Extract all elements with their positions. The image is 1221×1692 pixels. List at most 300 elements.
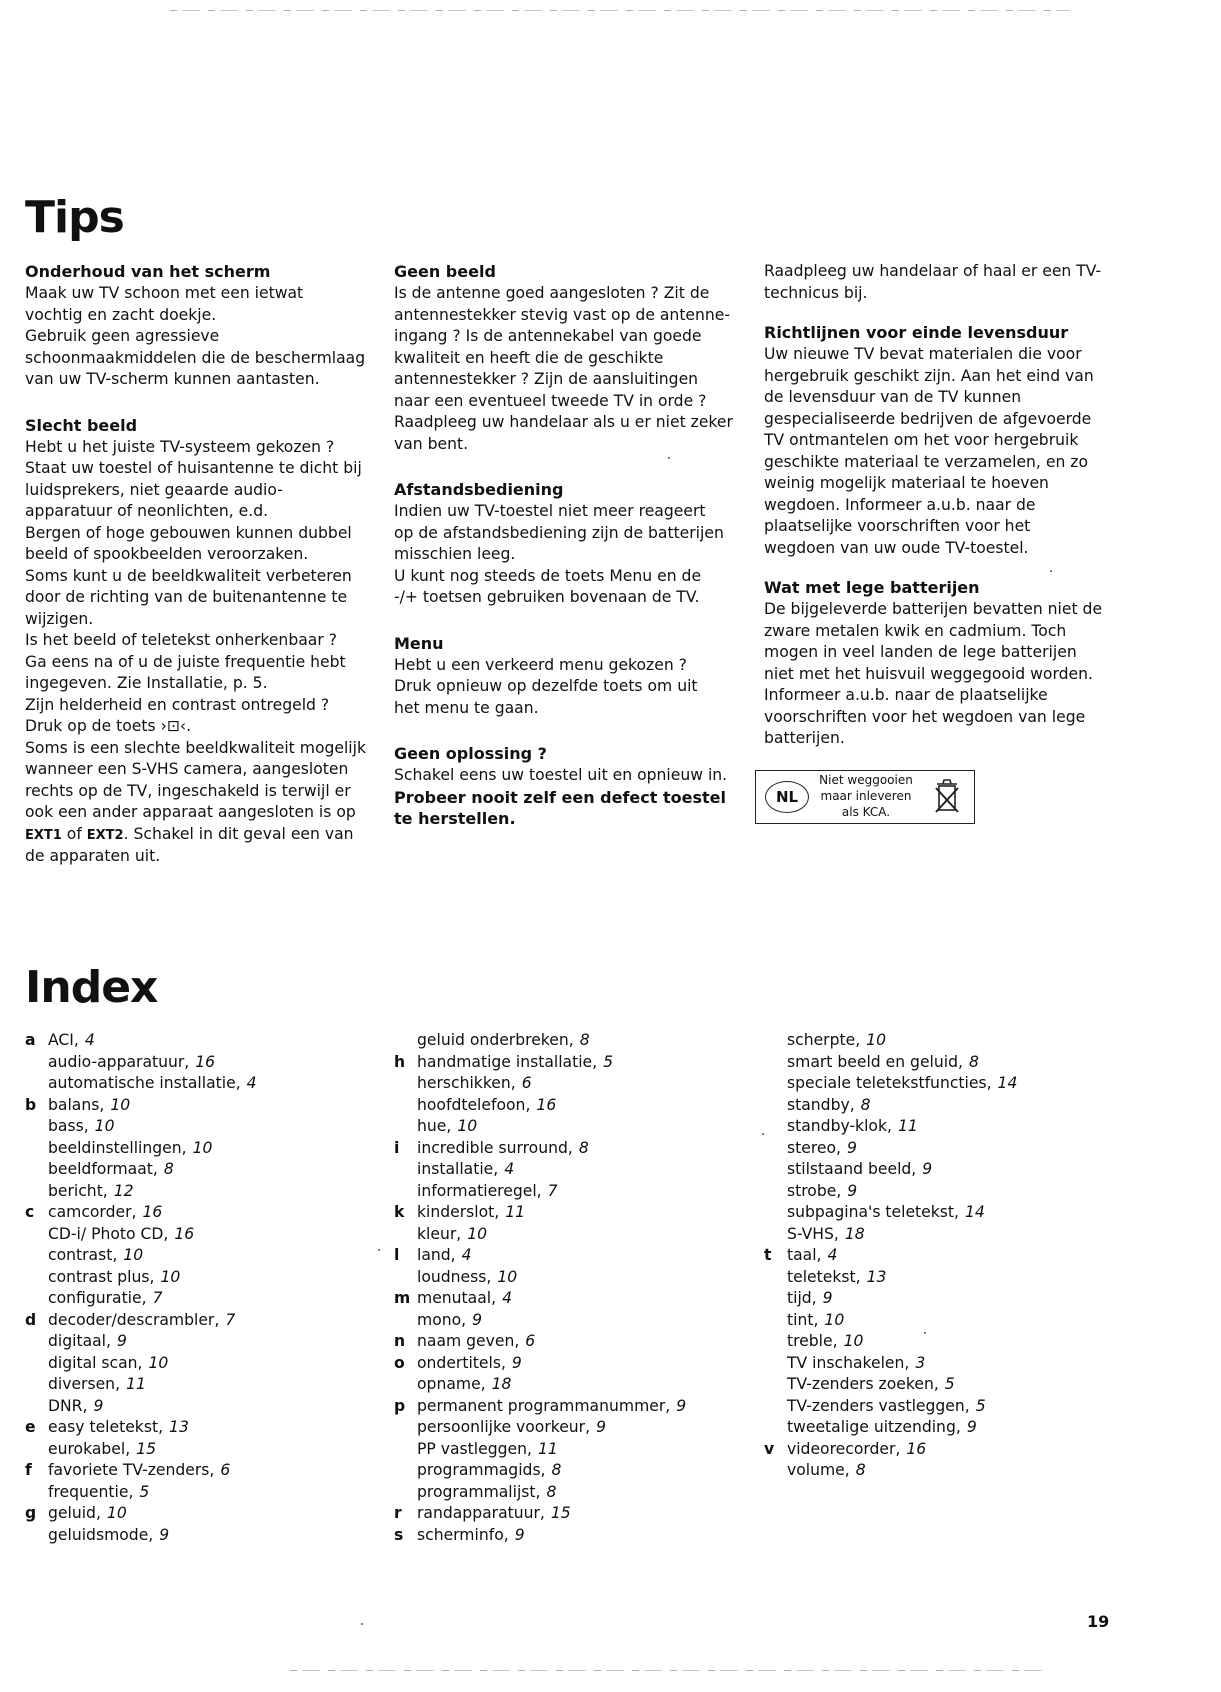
index-term: permanent programmanummer, xyxy=(417,1396,671,1415)
index-term: diversen, xyxy=(48,1375,121,1393)
index-entry xyxy=(764,1331,1017,1353)
index-page: 11 xyxy=(897,1117,918,1135)
index-entry xyxy=(394,1417,686,1439)
index-letter xyxy=(25,1116,48,1138)
index-page: 4 xyxy=(827,1246,838,1264)
index-term: ondertitels, xyxy=(417,1353,506,1372)
index-term: configuratie, xyxy=(48,1289,147,1307)
index-page: 4 xyxy=(246,1074,257,1092)
index-letter: h xyxy=(394,1052,406,1071)
index-term: videorecorder, xyxy=(787,1439,901,1458)
ext2-label: EXT2 xyxy=(86,827,124,843)
index-term: TV-zenders zoeken, xyxy=(787,1375,939,1393)
index-entry xyxy=(25,1245,257,1267)
index-letter xyxy=(764,1202,787,1224)
index-letter xyxy=(764,1052,787,1074)
index-column-1 xyxy=(25,1030,257,1546)
index-letter xyxy=(764,1396,787,1418)
index-page: 6 xyxy=(525,1332,536,1350)
index-entry xyxy=(764,1095,1017,1117)
index-page: 15 xyxy=(136,1439,157,1458)
index-page: 6 xyxy=(220,1461,231,1479)
index-letter: l xyxy=(394,1246,400,1264)
index-entry xyxy=(25,1116,257,1138)
index-entry xyxy=(764,1439,1017,1461)
index-entry xyxy=(25,1525,257,1547)
index-entry xyxy=(25,1353,257,1375)
index-term: randapparatuur, xyxy=(417,1504,545,1522)
index-page: 10 xyxy=(497,1267,518,1286)
text-run: . Schakel in dit geval een van de apparaten uit. xyxy=(25,824,354,865)
index-term: geluid, xyxy=(48,1504,101,1522)
index-term: tijd, xyxy=(787,1289,817,1307)
section-text xyxy=(25,437,385,868)
index-entry xyxy=(394,1310,686,1332)
index-letter xyxy=(394,1073,417,1095)
section-heading: Slecht beeld xyxy=(25,415,138,435)
index-page: 16 xyxy=(906,1439,927,1458)
index-entry xyxy=(25,1052,257,1074)
index-page: 10 xyxy=(467,1224,488,1243)
index-page: 7 xyxy=(547,1181,558,1200)
index-entry xyxy=(394,1331,686,1353)
index-entry xyxy=(764,1224,1017,1246)
index-term: S-VHS, xyxy=(787,1224,839,1243)
index-letter xyxy=(394,1030,417,1052)
index-term: informatieregel, xyxy=(417,1181,542,1200)
index-term: kinderslot, xyxy=(417,1203,500,1221)
index-page: 8 xyxy=(968,1052,979,1071)
index-entry xyxy=(764,1353,1017,1375)
section-text: Uw nieuwe TV bevat materialen die voor hergebruik geschikt zijn. Aan het eind van de levensduur van de TV kunnen gespecialiseerde bedrijven de afgevoerde TV ontmantelen om het voor hergebruik geschikte materiaal te verzamelen, en zo weinig mogelijk materiaal te hoeven wegdoen. Informeer a.u.b. naar de plaatselijke voorschriften voor het wegdoen van uw oude TV-toestel. xyxy=(764,345,1094,557)
index-term: digitaal, xyxy=(48,1332,111,1350)
index-entry xyxy=(394,1245,686,1267)
index-entry xyxy=(764,1159,1017,1181)
index-entry xyxy=(764,1245,1017,1267)
section-text: Hebt u een verkeerd menu gekozen ? Druk opnieuw op dezelfde toets om uit het menu te gaan. xyxy=(394,655,698,717)
index-letter xyxy=(25,1525,48,1547)
disposal-line: als KCA. xyxy=(841,805,891,819)
index-page: 9 xyxy=(514,1525,525,1544)
index-entry xyxy=(764,1073,1017,1095)
index-entry xyxy=(25,1267,257,1289)
index-entry xyxy=(394,1138,686,1160)
index-entry xyxy=(764,1310,1017,1332)
index-letter: v xyxy=(764,1439,775,1458)
index-letter xyxy=(25,1396,48,1418)
index-page: 16 xyxy=(195,1052,216,1071)
index-term: TV inschakelen, xyxy=(787,1353,910,1372)
section-text: Schakel eens uw toestel uit en opnieuw in. xyxy=(394,766,728,784)
tips-column-2 xyxy=(394,261,744,830)
index-term: TV-zenders vastleggen, xyxy=(787,1396,970,1415)
index-entry xyxy=(25,1374,257,1396)
index-page: 10 xyxy=(148,1353,169,1372)
index-page: 10 xyxy=(192,1138,213,1157)
index-letter xyxy=(764,1095,787,1117)
index-letter xyxy=(25,1073,48,1095)
index-term: land, xyxy=(417,1246,456,1264)
index-term: digital scan, xyxy=(48,1353,143,1372)
index-page: 8 xyxy=(855,1461,866,1479)
index-letter: a xyxy=(25,1031,36,1049)
index-term: tint, xyxy=(787,1310,819,1329)
disposal-line: maar inleveren xyxy=(820,789,912,803)
index-page: 16 xyxy=(174,1224,195,1243)
text-run: of xyxy=(61,824,87,843)
index-term: camcorder, xyxy=(48,1203,137,1221)
index-page: 5 xyxy=(975,1396,986,1415)
index-page: 8 xyxy=(546,1482,557,1501)
section-text: Maak uw TV schoon met een ietwat vochtig en zacht doekje. Gebruik geen agressieve schoonmaakmiddelen die de beschermlaag van uw TV-scherm kunnen aantasten. xyxy=(25,284,366,388)
index-letter xyxy=(25,1439,48,1461)
index-term: automatische installatie, xyxy=(48,1074,241,1092)
index-page: 8 xyxy=(578,1138,589,1157)
index-entry xyxy=(394,1267,686,1289)
index-letter xyxy=(25,1267,48,1289)
scan-artifact-top xyxy=(170,10,1070,11)
index-entry xyxy=(394,1460,686,1482)
index-page: 10 xyxy=(824,1310,845,1329)
index-term: programmalijst, xyxy=(417,1482,541,1501)
index-entry xyxy=(25,1159,257,1181)
index-page: 9 xyxy=(822,1289,833,1307)
index-entry xyxy=(764,1288,1017,1310)
index-page: 5 xyxy=(944,1375,955,1393)
tips-title: Tips xyxy=(25,192,124,243)
index-letter xyxy=(25,1288,48,1310)
index-entry xyxy=(394,1288,686,1310)
index-term: programmagids, xyxy=(417,1461,546,1479)
index-term: hoofdtelefoon, xyxy=(417,1095,531,1114)
index-entry xyxy=(394,1052,686,1074)
index-letter xyxy=(25,1245,48,1267)
index-entry xyxy=(764,1460,1017,1482)
index-term: teletekst, xyxy=(787,1267,861,1286)
section-heading: Wat met lege batterijen xyxy=(764,578,980,597)
index-term: hue, xyxy=(417,1117,452,1135)
index-letter xyxy=(394,1116,417,1138)
index-letter: i xyxy=(394,1138,400,1157)
index-entry xyxy=(394,1439,686,1461)
index-page: 9 xyxy=(596,1418,606,1436)
index-term: loudness, xyxy=(417,1267,492,1286)
index-term: installatie, xyxy=(417,1160,499,1178)
ext1-label: EXT1 xyxy=(25,827,62,843)
index-term: CD-i/ Photo CD, xyxy=(48,1224,169,1243)
index-letter: s xyxy=(394,1525,404,1544)
index-term: beeldinstellingen, xyxy=(48,1138,187,1157)
index-term: eurokabel, xyxy=(48,1439,131,1458)
index-letter xyxy=(764,1224,787,1246)
index-letter xyxy=(394,1460,417,1482)
index-letter xyxy=(764,1460,787,1482)
index-page: 10 xyxy=(94,1117,115,1135)
index-page: 4 xyxy=(461,1246,472,1264)
index-page: 9 xyxy=(472,1310,483,1329)
index-term: frequentie, xyxy=(48,1482,134,1501)
index-page: 4 xyxy=(504,1160,515,1178)
index-entry xyxy=(25,1181,257,1203)
index-term: geluidsmode, xyxy=(48,1525,154,1544)
index-entry xyxy=(764,1417,1017,1439)
index-entry xyxy=(394,1224,686,1246)
index-page: 13 xyxy=(169,1418,189,1436)
index-page: 10 xyxy=(160,1267,181,1286)
index-entry xyxy=(394,1374,686,1396)
index-page: 8 xyxy=(579,1031,590,1049)
index-page: 18 xyxy=(491,1375,512,1393)
section-heading: Richtlijnen voor einde levensduur xyxy=(764,323,1069,342)
index-entry xyxy=(25,1417,257,1439)
scan-artifact-bottom xyxy=(290,1670,1050,1671)
index-letter xyxy=(25,1138,48,1160)
tips-column-3 xyxy=(764,261,1124,750)
index-page: 16 xyxy=(142,1203,163,1221)
index-entry xyxy=(25,1503,257,1525)
index-page: 4 xyxy=(84,1031,95,1049)
index-entry xyxy=(394,1525,686,1547)
index-entry xyxy=(394,1353,686,1375)
index-term: scherminfo, xyxy=(417,1525,509,1544)
index-page: 10 xyxy=(866,1031,886,1049)
disposal-line: Niet weggooien xyxy=(819,773,913,787)
index-term: stilstaand beeld, xyxy=(787,1160,917,1178)
index-letter xyxy=(394,1417,417,1439)
index-term: volume, xyxy=(787,1461,850,1479)
index-term: standby-klok, xyxy=(787,1117,892,1135)
index-entry xyxy=(394,1159,686,1181)
index-term: bericht, xyxy=(48,1181,108,1200)
index-letter: n xyxy=(394,1332,406,1350)
disposal-text xyxy=(816,772,916,820)
section-heading: Menu xyxy=(394,633,444,653)
index-letter xyxy=(394,1482,417,1504)
index-letter xyxy=(764,1417,787,1439)
index-letter xyxy=(25,1181,48,1203)
index-page: 3 xyxy=(915,1353,926,1372)
crossed-bin-icon xyxy=(934,778,960,816)
index-page: 9 xyxy=(847,1181,858,1200)
index-letter xyxy=(764,1138,787,1160)
index-page: 5 xyxy=(603,1052,614,1071)
index-letter xyxy=(25,1482,48,1504)
index-entry xyxy=(764,1116,1017,1138)
index-term: favoriete TV-zenders, xyxy=(48,1461,215,1479)
index-term: handmatige installatie, xyxy=(417,1052,598,1071)
index-page: 10 xyxy=(106,1504,127,1522)
index-page: 8 xyxy=(163,1160,174,1178)
index-letter: d xyxy=(25,1310,37,1329)
index-term: incredible surround, xyxy=(417,1138,573,1157)
index-term: strobe, xyxy=(787,1181,842,1200)
index-term: bass, xyxy=(48,1117,89,1135)
index-letter xyxy=(394,1439,417,1461)
index-entry xyxy=(394,1030,686,1052)
index-term: treble, xyxy=(787,1332,838,1350)
index-term: DNR, xyxy=(48,1396,88,1415)
text-run: Hebt u het juiste TV-systeem gekozen ? Staat uw toestel of huisantenne te dicht bij luidsprekers, niet geaarde audio- apparatuur of neonlichten, e.d. Bergen of hoge gebouwen kunnen dubbel beeld of spookbeelden veroorzaken. Soms kunt u de beeldkwaliteit verbeteren door de richting van de buitenantenne te wijzigen. Is het beeld of teletekst onherkenbaar ? Ga eens na of u de juiste frequentie hebt ingegeven. Zie Installatie, p. 5. Zijn helderheid en contrast ontregeld ? Druk op de toets ›⊡‹. Soms is een slechte beeldkwaliteit mogelijk wanneer een S-VHS camera, aangesloten rechts op de TV, ingeschakeld is terwijl er ook een ander apparaat aangesloten is op xyxy=(25,437,367,821)
index-page: 6 xyxy=(521,1074,532,1092)
index-term: easy teletekst, xyxy=(48,1418,164,1436)
index-entry xyxy=(25,1030,257,1052)
index-letter xyxy=(764,1310,787,1332)
index-entry xyxy=(25,1460,257,1482)
index-page: 8 xyxy=(860,1095,871,1114)
index-entry xyxy=(25,1202,257,1224)
index-page: 18 xyxy=(844,1224,865,1243)
index-entry xyxy=(764,1202,1017,1224)
section-heading: Afstandsbediening xyxy=(394,480,564,499)
index-page: 4 xyxy=(502,1289,512,1307)
index-term: geluid onderbreken, xyxy=(417,1031,574,1049)
index-term: ACI, xyxy=(48,1031,79,1049)
index-page: 5 xyxy=(139,1482,150,1501)
index-letter xyxy=(764,1116,787,1138)
index-letter: g xyxy=(25,1504,37,1522)
section-text: Is de antenne goed aangesloten ? Zit de antennestekker stevig vast op de antenne- ingang ? Is de antennekabel van goede kwaliteit en heeft die de geschikte antennestekker ? Zijn de aansluitingen naar een eventueel tweede TV in orde ? Raadpleeg uw handelaar als u er niet zeker van bent. xyxy=(394,284,733,453)
index-page: 15 xyxy=(550,1504,571,1522)
index-entry xyxy=(25,1396,257,1418)
index-letter: e xyxy=(25,1418,36,1436)
battery-disposal-notice xyxy=(755,770,975,824)
scan-speck xyxy=(378,1249,380,1251)
index-letter: o xyxy=(394,1353,405,1372)
index-page: 12 xyxy=(113,1181,134,1200)
section-heading: Geen beeld xyxy=(394,262,496,281)
index-page: 13 xyxy=(866,1267,887,1286)
index-term: opname, xyxy=(417,1375,486,1393)
index-term: decoder/descrambler, xyxy=(48,1310,220,1329)
index-page: 16 xyxy=(536,1095,557,1114)
index-letter: p xyxy=(394,1396,406,1415)
index-entry xyxy=(394,1202,686,1224)
index-entry xyxy=(25,1310,257,1332)
index-term: speciale teletekstfuncties, xyxy=(787,1074,992,1092)
index-term: tweetalige uitzending, xyxy=(787,1418,961,1436)
index-letter xyxy=(394,1159,417,1181)
index-entry xyxy=(394,1116,686,1138)
index-page: 10 xyxy=(110,1095,131,1114)
index-letter xyxy=(25,1353,48,1375)
index-term: smart beeld en geluid, xyxy=(787,1052,963,1071)
index-term: scherpte, xyxy=(787,1031,861,1049)
index-term: balans, xyxy=(48,1095,105,1114)
index-page: 8 xyxy=(551,1461,562,1479)
tips-column-1 xyxy=(25,261,385,868)
index-entry xyxy=(25,1095,257,1117)
index-page: 14 xyxy=(964,1203,985,1221)
index-page: 11 xyxy=(537,1439,558,1458)
index-term: contrast plus, xyxy=(48,1267,155,1286)
index-letter: k xyxy=(394,1203,405,1221)
index-letter: c xyxy=(25,1203,35,1221)
index-entry xyxy=(25,1073,257,1095)
index-entry xyxy=(764,1030,1017,1052)
warning-text: Probeer nooit zelf een defect toestel te herstellen. xyxy=(394,787,726,828)
index-term: beeldformaat, xyxy=(48,1160,158,1178)
index-entry xyxy=(394,1073,686,1095)
index-page: 9 xyxy=(847,1138,857,1157)
index-letter xyxy=(25,1374,48,1396)
index-term: herschikken, xyxy=(417,1074,516,1092)
index-term: kleur, xyxy=(417,1224,462,1243)
index-entry xyxy=(764,1267,1017,1289)
index-page: 11 xyxy=(126,1375,146,1393)
index-column-3 xyxy=(764,1030,1017,1482)
index-entry xyxy=(764,1374,1017,1396)
index-letter xyxy=(764,1030,787,1052)
index-page: 9 xyxy=(676,1396,687,1415)
index-term: standby, xyxy=(787,1095,855,1114)
index-letter xyxy=(764,1331,787,1353)
index-letter xyxy=(764,1159,787,1181)
index-entry xyxy=(25,1482,257,1504)
index-term: subpagina's teletekst, xyxy=(787,1203,959,1221)
index-letter xyxy=(394,1267,417,1289)
section-text: Indien uw TV-toestel niet meer reageert op de afstandsbediening zijn de batterijen misschien leeg. U kunt nog steeds de toets Menu en de -/+ toetsen gebruiken bovenaan de TV. xyxy=(394,502,724,606)
index-letter xyxy=(394,1224,417,1246)
index-page: 11 xyxy=(505,1203,526,1221)
index-title: Index xyxy=(25,962,158,1013)
index-term: naam geven, xyxy=(417,1332,520,1350)
index-letter xyxy=(25,1331,48,1353)
index-term: contrast, xyxy=(48,1246,118,1264)
index-letter xyxy=(25,1159,48,1181)
index-letter xyxy=(394,1310,417,1332)
index-page: 10 xyxy=(843,1332,864,1350)
index-term: stereo, xyxy=(787,1138,841,1157)
index-letter: f xyxy=(25,1461,32,1479)
index-entry xyxy=(764,1052,1017,1074)
index-entry xyxy=(394,1181,686,1203)
index-term: taal, xyxy=(787,1246,822,1264)
index-letter xyxy=(764,1181,787,1203)
index-term: audio-apparatuur, xyxy=(48,1052,190,1071)
index-page: 14 xyxy=(997,1074,1018,1092)
index-letter xyxy=(394,1181,417,1203)
index-entry xyxy=(394,1396,686,1418)
index-letter: t xyxy=(764,1246,772,1264)
index-column-2 xyxy=(394,1030,686,1546)
index-entry xyxy=(25,1288,257,1310)
index-page: 9 xyxy=(966,1418,977,1436)
index-page: 9 xyxy=(922,1160,933,1178)
index-term: PP vastleggen, xyxy=(417,1439,532,1458)
index-term: mono, xyxy=(417,1310,467,1329)
index-letter: r xyxy=(394,1504,402,1522)
index-entry xyxy=(394,1482,686,1504)
index-entry xyxy=(25,1138,257,1160)
index-letter: m xyxy=(394,1289,411,1307)
page-number: 19 xyxy=(1087,1612,1110,1631)
index-page: 7 xyxy=(225,1310,236,1329)
index-page: 10 xyxy=(123,1246,144,1264)
index-letter xyxy=(764,1353,787,1375)
scan-speck xyxy=(361,1623,363,1625)
section-text: De bijgeleverde batterijen bevatten niet de zware metalen kwik en cadmium. Toch mogen in veel landen de lege batterijen niet met het huisvuil weggegooid worden. Informeer a.u.b. naar de plaatselijke voorschriften voor het wegdoen van lege batterijen. xyxy=(764,600,1103,747)
index-page: 9 xyxy=(159,1525,170,1544)
index-letter xyxy=(25,1052,48,1074)
index-entry xyxy=(25,1331,257,1353)
section-text: Raadpleeg uw handelaar of haal er een TV- technicus bij. xyxy=(764,262,1102,302)
index-entry xyxy=(394,1095,686,1117)
index-entry xyxy=(764,1396,1017,1418)
index-page: 9 xyxy=(93,1396,104,1415)
index-letter xyxy=(394,1374,417,1396)
index-page: 10 xyxy=(457,1117,478,1135)
index-entry xyxy=(25,1439,257,1461)
